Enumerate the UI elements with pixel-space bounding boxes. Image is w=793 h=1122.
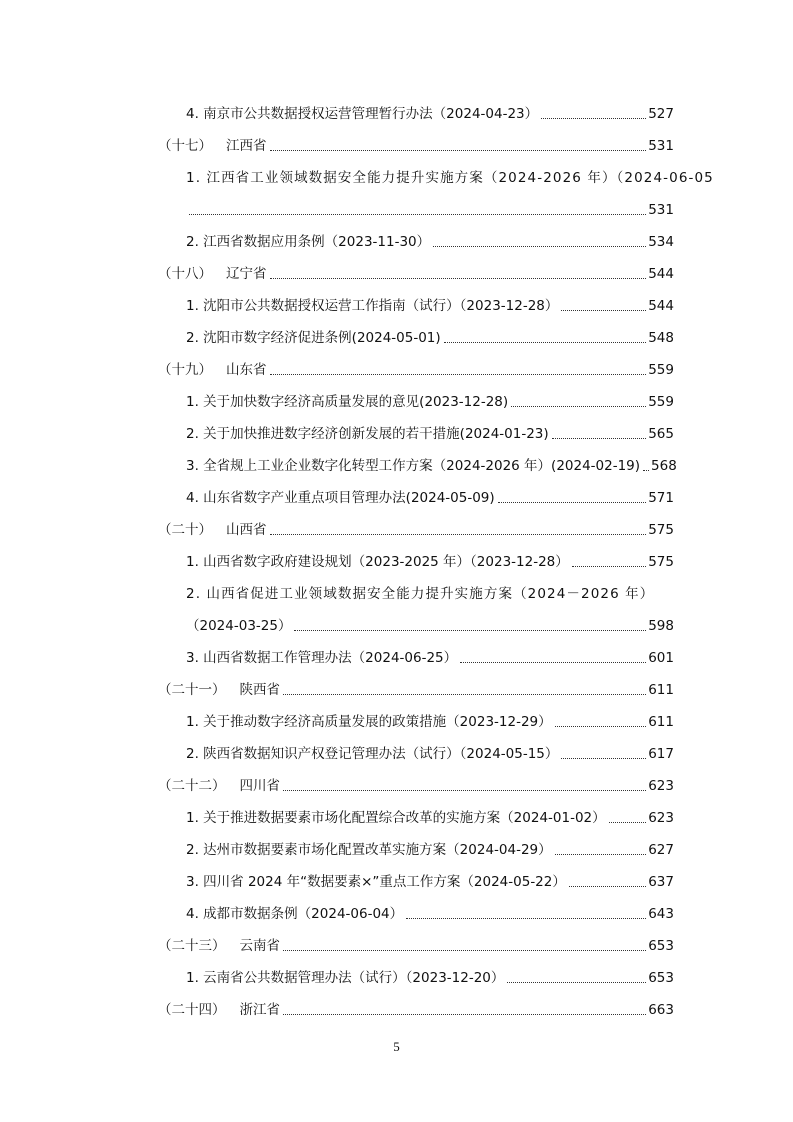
- toc-section: [158, 995, 674, 1019]
- toc-page-number: 531: [648, 138, 674, 154]
- dot-leader: [460, 662, 646, 663]
- dot-leader: [283, 1014, 646, 1015]
- toc-section-number: （十七）: [158, 138, 212, 154]
- dot-leader: [552, 438, 647, 439]
- toc-page-number: 598: [648, 618, 674, 634]
- toc-entry: [186, 195, 674, 219]
- toc-page-number: 623: [648, 810, 674, 826]
- dot-leader: [283, 694, 646, 695]
- toc-entry-title: 2. 山西省促进工业领域数据安全能力提升实施方案（2024－2026 年）: [186, 586, 655, 602]
- toc-section-number: （二十一）: [158, 682, 226, 698]
- page-number: 5: [393, 1039, 400, 1054]
- toc-entry: [186, 579, 674, 603]
- toc-page-number: 559: [648, 362, 674, 378]
- toc-entry: [186, 387, 674, 411]
- toc-page-number: 601: [648, 650, 674, 666]
- toc-entry-title: 1. 云南省公共数据管理办法（试行）（2023-12-20）: [186, 970, 505, 986]
- dot-leader: [283, 790, 646, 791]
- toc-page-number: 611: [648, 682, 674, 698]
- toc-entry-title: 1. 关于加快数字经济高质量发展的意见(2023-12-28): [186, 394, 509, 410]
- toc-entry: [186, 227, 674, 251]
- toc-entry-title: 2. 关于加快推进数字经济创新发展的若干措施(2024-01-23): [186, 426, 549, 442]
- toc-entry: [186, 963, 674, 987]
- toc-page-number: 627: [648, 842, 674, 858]
- toc-page-number: 527: [648, 106, 674, 122]
- toc-entry-title: 3. 山西省数据工作管理办法（2024-06-25）: [186, 650, 458, 666]
- toc-page-number: 623: [648, 778, 674, 794]
- toc-entry: [186, 803, 674, 827]
- dot-leader: [511, 406, 646, 407]
- dot-leader: [555, 854, 647, 855]
- dot-leader: [569, 886, 646, 887]
- toc-entry-title: 1. 沈阳市公共数据授权运营工作指南（试行）（2023-12-28）: [186, 298, 559, 314]
- toc-page-number: 548: [648, 330, 674, 346]
- toc-page-number: 544: [648, 266, 674, 282]
- dot-leader: [270, 534, 647, 535]
- toc-page-number: 568: [651, 458, 677, 474]
- toc-page-number: 571: [648, 490, 674, 506]
- toc-page-number: 565: [648, 426, 674, 442]
- toc-entry-title: 1. 江西省工业领域数据安全能力提升实施方案（2024-2026 年）（2024-06-05: [186, 170, 714, 186]
- toc-entry-title: 3. 四川省 2024 年“数据要素×”重点工作方案（2024-05-22）: [186, 874, 566, 890]
- dot-leader: [555, 726, 647, 727]
- dot-leader: [561, 310, 646, 311]
- toc-section-title: 陕西省: [239, 682, 280, 698]
- toc-section-title: 辽宁省: [226, 266, 267, 282]
- toc-entry-title: 4. 南京市公共数据授权运营管理暂行办法（2024-04-23）: [186, 106, 539, 122]
- toc-entry-title: 1. 关于推进数据要素市场化配置综合改革的实施方案（2024-01-02）: [186, 810, 606, 826]
- dot-leader: [609, 822, 647, 823]
- toc-page-number: 653: [648, 938, 674, 954]
- toc-entry: [186, 611, 674, 635]
- toc-entry: [186, 899, 674, 923]
- toc-section-title: 山西省: [226, 522, 267, 538]
- toc-section-number: （二十三）: [158, 938, 226, 954]
- toc-entry: [186, 451, 677, 475]
- toc-section: [158, 771, 674, 795]
- toc-section-title: 江西省: [226, 138, 267, 154]
- toc-page-number: 531: [648, 202, 674, 218]
- toc-entry: [186, 323, 674, 347]
- dot-leader: [294, 630, 646, 631]
- toc-entry: [186, 643, 674, 667]
- toc-section: [158, 931, 674, 955]
- toc-entry-title: 1. 关于推动数字经济高质量发展的政策措施（2023-12-29）: [186, 714, 552, 730]
- toc-entry-title: 2. 江西省数据应用条例（2023-11-30）: [186, 234, 431, 250]
- toc-page-number: 611: [648, 714, 674, 730]
- toc-entry: [186, 291, 674, 315]
- dot-leader: [189, 214, 646, 215]
- toc-entry: [186, 835, 674, 859]
- dot-leader: [561, 758, 646, 759]
- dot-leader: [643, 470, 649, 471]
- toc-section-title: 云南省: [239, 938, 280, 954]
- dot-leader: [283, 950, 646, 951]
- toc-entry-title: 2. 达州市数据要素市场化配置改革实施方案（2024-04-29）: [186, 842, 552, 858]
- toc-page-number: 544: [648, 298, 674, 314]
- dot-leader: [270, 374, 647, 375]
- toc-section: [158, 675, 674, 699]
- toc-section: [158, 515, 674, 539]
- toc-entry: [186, 739, 674, 763]
- dot-leader: [270, 278, 647, 279]
- toc-page-number: 637: [648, 874, 674, 890]
- toc-entry-title: 3. 全省规上工业企业数字化转型工作方案（2024-2026 年）(2024-02-19): [186, 458, 641, 474]
- dot-leader: [444, 342, 647, 343]
- toc-entry: [186, 163, 714, 187]
- dot-leader: [507, 982, 646, 983]
- toc-section: [158, 259, 674, 283]
- toc-entry: [186, 707, 674, 731]
- toc-entry-title: 2. 陕西省数据知识产权登记管理办法（试行）（2024-05-15）: [186, 746, 559, 762]
- toc-section-title: 山东省: [226, 362, 267, 378]
- toc-page-number: 663: [648, 1002, 674, 1018]
- toc-entry-title: 1. 山西省数字政府建设规划（2023-2025 年）（2023-12-28）: [186, 554, 569, 570]
- toc-section-title: 四川省: [239, 778, 280, 794]
- toc-section-number: （二十四）: [158, 1002, 226, 1018]
- toc-page-number: 575: [648, 522, 674, 538]
- toc-page-number: 617: [648, 746, 674, 762]
- dot-leader: [406, 918, 646, 919]
- toc-section-number: （十八）: [158, 266, 212, 282]
- toc-entry: [186, 483, 674, 507]
- toc-page-number: 643: [648, 906, 674, 922]
- dot-leader: [498, 502, 647, 503]
- dot-leader: [433, 246, 646, 247]
- toc-entry: [186, 419, 674, 443]
- toc-page-number: 559: [648, 394, 674, 410]
- toc-entry-title: 4. 山东省数字产业重点项目管理办法(2024-05-09): [186, 490, 495, 506]
- toc-section-number: （二十二）: [158, 778, 226, 794]
- toc-section: [158, 355, 674, 379]
- toc-entry: [186, 547, 674, 571]
- toc-page-number: 575: [648, 554, 674, 570]
- toc-section: [158, 131, 674, 155]
- toc-entry: [186, 867, 674, 891]
- toc-section-number: （二十）: [158, 522, 212, 538]
- toc-entry-title: 2. 沈阳市数字经济促进条例(2024-05-01): [186, 330, 441, 346]
- toc-entry-title: 4. 成都市数据条例（2024-06-04）: [186, 906, 404, 922]
- toc-entry: [186, 99, 674, 123]
- toc-section-number: （十九）: [158, 362, 212, 378]
- toc-section-title: 浙江省: [239, 1002, 280, 1018]
- toc-page-number: 653: [648, 970, 674, 986]
- dot-leader: [270, 150, 647, 151]
- toc-page-number: 534: [648, 234, 674, 250]
- dot-leader: [572, 566, 646, 567]
- dot-leader: [541, 118, 646, 119]
- toc-entry-title: （2024-03-25）: [186, 618, 292, 634]
